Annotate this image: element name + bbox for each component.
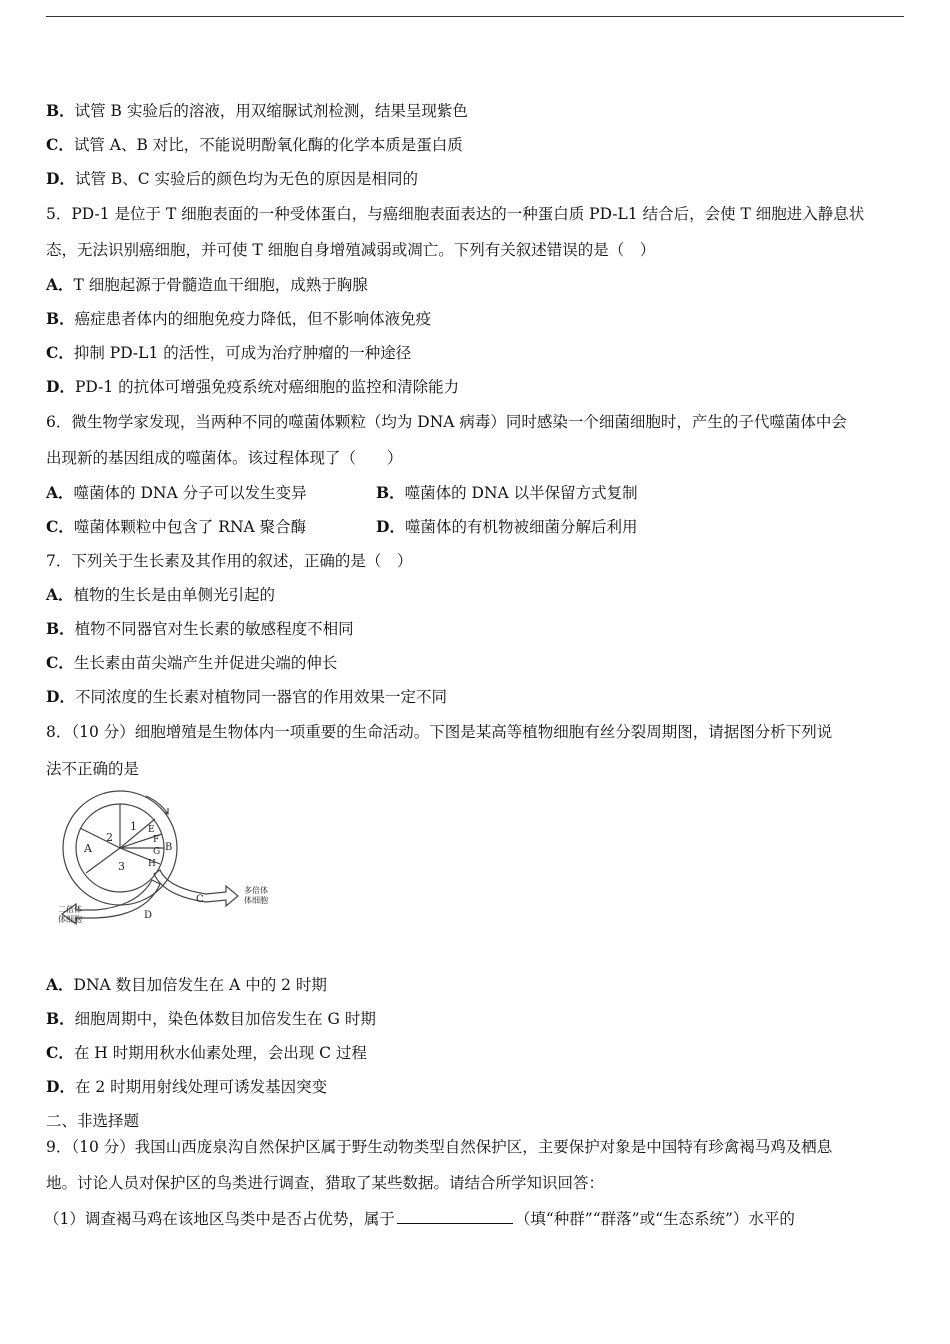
- section-heading: 二、非选择题: [46, 1112, 140, 1130]
- label-polyploid-cell: 体细胞: [244, 896, 268, 905]
- label-2: 2: [106, 831, 113, 844]
- label-polyploid: 多倍体: [244, 886, 268, 895]
- label-d: D: [144, 910, 153, 921]
- header-rule: [46, 16, 904, 17]
- label-c: C: [196, 894, 204, 905]
- option-a: A．噬菌体的 DNA 分子可以发生变异: [46, 483, 307, 502]
- question-9-stem-1: 9．（10 分）我国山西庞泉沟自然保护区属于野生动物类型自然保护区，主要保护对象是中国特有珍禽褐马鸡及栖息: [46, 1138, 833, 1156]
- option-d: D．不同浓度的生长素对植物同一器官的作用效果一定不同: [46, 687, 447, 706]
- option-c: C．生长素由苗尖端产生并促进尖端的伸长: [46, 653, 338, 672]
- option-c: C．噬菌体颗粒中包含了 RNA 聚合酶: [46, 517, 307, 536]
- question-9-stem-2: 地。讨论人员对保护区的鸟类进行调查，猎取了某些数据。请结合所学知识回答：: [46, 1174, 605, 1192]
- question-8-stem-1: 8．（10 分）细胞增殖是生物体内一项重要的生命活动。下图是某高等植物细胞有丝分裂周期图，请据图分析下列说: [46, 723, 833, 741]
- label-1: 1: [130, 820, 137, 833]
- option-a: A．T 细胞起源于骨髓造血干细胞，成熟于胸腺: [46, 275, 368, 294]
- option-b: B．试管 B 实验后的溶液，用双缩脲试剂检测，结果呈现紫色: [46, 101, 468, 120]
- option-b: B．噬菌体的 DNA 以半保留方式复制: [376, 483, 638, 502]
- option-a: A．DNA 数目加倍发生在 A 中的 2 时期: [46, 975, 327, 994]
- option-c: C．试管 A、B 对比，不能说明酚氧化酶的化学本质是蛋白质: [46, 135, 463, 154]
- option-c: C．在 H 时期用秋水仙素处理，会出现 C 过程: [46, 1043, 367, 1062]
- answer-blank[interactable]: [397, 1208, 513, 1224]
- label-h: H: [148, 859, 156, 869]
- option-d: D．噬菌体的有机物被细菌分解后利用: [376, 517, 638, 536]
- question-6-stem-2: 出现新的基因组成的噬菌体。该过程体现了（ ）: [46, 449, 403, 467]
- question-5-stem-1: 5．PD-1 是位于 T 细胞表面的一种受体蛋白，与癌细胞表面表达的一种蛋白质 PD-L1 结合后，会使 T 细胞进入静息状: [46, 205, 865, 223]
- label-a: A: [84, 842, 92, 855]
- cell-cycle-diagram: [56, 788, 296, 938]
- label-diploid-cell: 体细胞: [58, 915, 82, 924]
- option-d: D．PD-1 的抗体可增强免疫系统对癌细胞的监控和清除能力: [46, 377, 460, 396]
- label-g: G: [153, 847, 161, 857]
- question-8-stem-2: 法不正确的是: [46, 760, 140, 778]
- label-3: 3: [118, 860, 125, 873]
- label-diploid: 二倍体: [58, 905, 82, 914]
- question-5-stem-2: 态，无法识别癌细胞，并可使 T 细胞自身增殖减弱或凋亡。下列有关叙述错误的是（ ）: [46, 241, 656, 259]
- question-9-part-1: （1）调查褐马鸡在该地区鸟类中是否占优势，属于 （填“种群”“群落”或“生态系统”）水平的: [44, 1210, 795, 1228]
- option-b: B．癌症患者体内的细胞免疫力降低，但不影响体液免疫: [46, 309, 432, 328]
- label-e: E: [148, 825, 155, 835]
- option-c: C．抑制 PD-L1 的活性，可成为治疗肿瘤的一种途径: [46, 343, 412, 362]
- option-a: A．植物的生长是由单侧光引起的: [46, 585, 276, 604]
- option-d: D．在 2 时期用射线处理可诱发基因突变: [46, 1077, 328, 1096]
- label-f: F: [153, 835, 160, 845]
- label-b: B: [165, 842, 173, 853]
- question-7-stem: 7．下列关于生长素及其作用的叙述，正确的是（ ）: [46, 552, 413, 570]
- option-d: D．试管 B、C 实验后的颜色均为无色的原因是相同的: [46, 169, 419, 188]
- option-b: B．植物不同器官对生长素的敏感程度不相同: [46, 619, 354, 638]
- option-b: B．细胞周期中，染色体数目加倍发生在 G 时期: [46, 1009, 376, 1028]
- question-6-stem-1: 6．微生物学家发现，当两种不同的噬菌体颗粒（均为 DNA 病毒）同时感染一个细菌细胞时，产生的子代噬菌体中会: [46, 413, 847, 431]
